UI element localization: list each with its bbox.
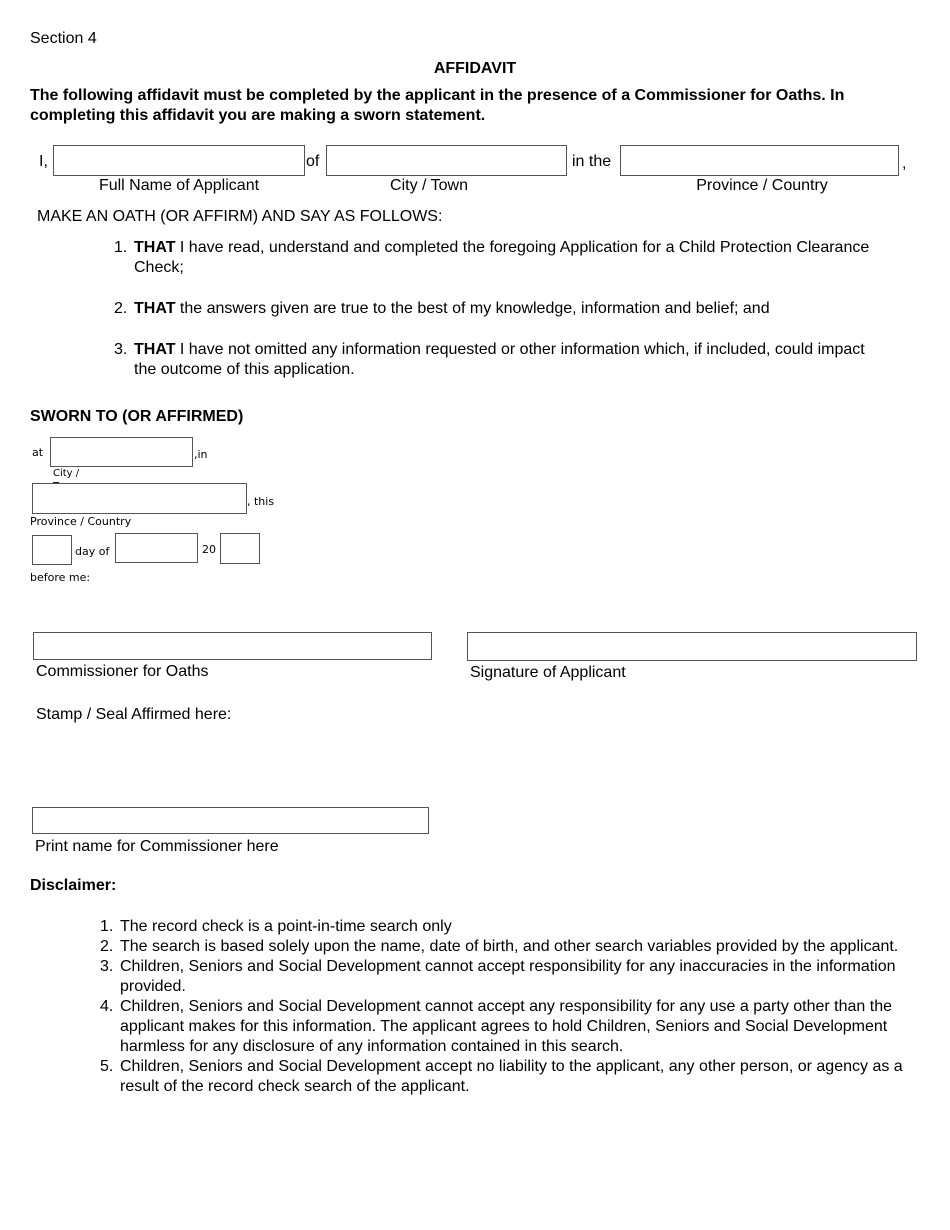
year-field[interactable] bbox=[220, 533, 260, 564]
name-caption: Full Name of Applicant bbox=[98, 177, 260, 194]
disclaimer-item: 5. Children, Seniors and Social Development accept no liability to the applicant, any other person, or agency as a result of the record check search of the applicant. bbox=[100, 1058, 903, 1095]
day-of-text: day of bbox=[75, 545, 110, 558]
in-the-text: in the bbox=[572, 153, 612, 170]
city-caption: City / Town bbox=[390, 177, 468, 194]
disclaimer-item: 2. The search is based solely upon the name, date of birth, and other search variables provided by the applicant. bbox=[100, 938, 899, 955]
commissioner-print-name-field[interactable] bbox=[32, 807, 429, 834]
disclaimer-heading: Disclaimer: bbox=[30, 877, 117, 894]
sworn-city-field[interactable] bbox=[50, 437, 193, 467]
disclaimer-item: 4. Children, Seniors and Social Development cannot accept any responsibility for any use a party other than the applicant makes for this information. The applicant agrees to hold Children, Seniors and Social Development harmless for any disclosure of any information contained in this search. bbox=[100, 998, 892, 1055]
applicant-caption: Signature of Applicant bbox=[470, 664, 626, 681]
province-caption: Province / Country bbox=[696, 177, 828, 194]
before-me-text: before me: bbox=[30, 571, 91, 584]
statement-item: 3. THAT I have not omitted any information requested or other information which, if included, could impact the outcome of this application. bbox=[114, 341, 865, 378]
stamp-caption: Stamp / Seal Affirmed here: bbox=[36, 706, 232, 723]
commissioner-signature-field[interactable] bbox=[33, 632, 432, 660]
province-country-field[interactable] bbox=[620, 145, 899, 176]
sworn-this-text: , this bbox=[247, 495, 275, 508]
statement-item: 1. THAT I have read, understand and completed the foregoing Application for a Child Protection Clearance Check; bbox=[114, 239, 870, 276]
disclaimer-item: 1. The record check is a point-in-time search only bbox=[100, 918, 452, 935]
intro-text: The following affidavit must be completed by the applicant in the presence of a Commissioner for Oaths. In completing this affidavit you are making a sworn statement. bbox=[30, 87, 845, 124]
statement-list bbox=[114, 238, 874, 380]
page-title: AFFIDAVIT bbox=[433, 60, 517, 77]
declaration-prefix: I, bbox=[39, 153, 48, 170]
disclaimer-list bbox=[100, 917, 920, 1097]
city-town-field[interactable] bbox=[326, 145, 567, 176]
commissioner-caption: Commissioner for Oaths bbox=[36, 663, 209, 680]
applicant-name-field[interactable] bbox=[53, 145, 305, 176]
section-label: Section 4 bbox=[30, 30, 97, 47]
of-text: of bbox=[306, 153, 320, 170]
declaration-comma: , bbox=[902, 155, 907, 172]
sworn-city-caption: City / bbox=[53, 468, 80, 479]
sworn-province-caption: Province / Country bbox=[30, 515, 132, 528]
print-name-caption: Print name for Commissioner here bbox=[35, 838, 279, 855]
oath-heading: MAKE AN OATH (OR AFFIRM) AND SAY AS FOLLOWS: bbox=[37, 208, 443, 225]
sworn-province-field[interactable] bbox=[32, 483, 247, 514]
month-field[interactable] bbox=[115, 533, 198, 563]
sworn-in-text: ,in bbox=[194, 448, 208, 461]
statement-item: 2. THAT the answers given are true to the best of my knowledge, information and belief; and bbox=[114, 300, 770, 317]
day-field[interactable] bbox=[32, 535, 72, 565]
applicant-signature-field[interactable] bbox=[467, 632, 917, 661]
year-prefix: 20 bbox=[202, 543, 216, 556]
sworn-at-text: at bbox=[32, 446, 44, 459]
sworn-heading: SWORN TO (OR AFFIRMED) bbox=[30, 408, 244, 425]
disclaimer-item: 3. Children, Seniors and Social Development cannot accept responsibility for any inaccuracies in the information provided. bbox=[100, 958, 896, 995]
